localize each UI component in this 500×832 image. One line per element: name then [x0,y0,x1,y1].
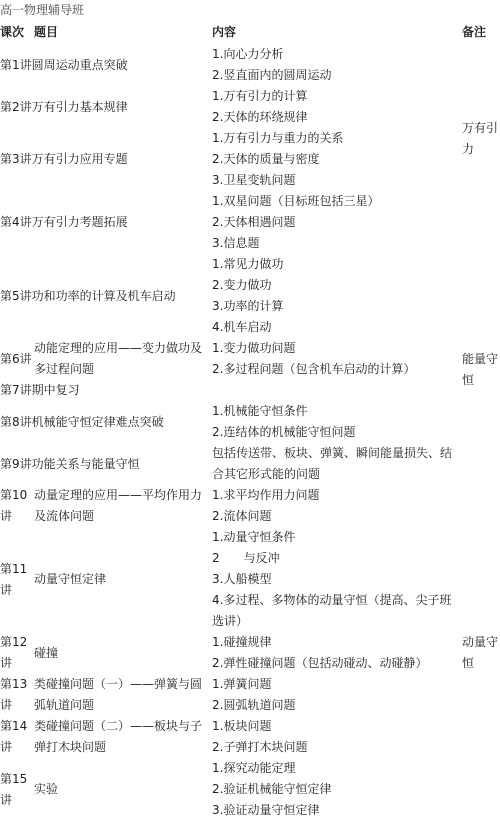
content-cell [212,86,462,128]
content-line: 2.天体的质量与密度 [212,152,320,166]
content-line: 2.连结体的机械能守恒问题 [212,425,356,439]
content-cell [212,632,462,674]
table-row [0,758,500,821]
header-lesson: 课次 [0,25,25,39]
content-cell [212,44,462,86]
table-row [0,632,500,674]
lesson-topic-cell [0,44,212,86]
lesson-topic-cell [0,128,212,191]
content-line: 1.常见力做功 [212,257,284,271]
table-row [0,401,500,443]
lesson-number: 第3讲 [0,152,32,166]
topic-cell: 类碰撞问题（二）——板块与子弹打木块问题 [34,719,203,754]
content-line: 2.天体的环绕规律 [212,110,308,124]
lesson-number: 第7讲 [0,383,32,397]
lesson-topic: 圆周运动重点突破 [31,57,128,72]
topic-cell: 动量定理的应用——平均作用力及流体问题 [34,488,203,523]
lesson-topic-cell [0,191,212,254]
lesson-topic-cell [0,380,212,401]
content-line: 3.卫星变轨问题 [212,173,296,187]
note-cell [462,758,500,821]
content-cell [212,443,462,485]
lesson-topic: 期中复习 [31,383,80,397]
content-cell [212,716,462,758]
content-line: 2.子弹打木块问题 [212,740,308,754]
content-line: 1.求平均作用力问题 [212,488,320,502]
content-cell [212,338,462,380]
content-cell [212,401,462,443]
lesson-number: 第2讲 [0,99,32,114]
content-line: 1.弹簧问题 [212,677,272,691]
schedule-table [0,20,500,821]
lesson-cell: 第12讲 [0,635,28,670]
table-row [0,44,500,86]
lesson-cell: 第6讲 [0,351,32,366]
content-line: 2.天体相遇问题 [212,215,296,229]
content-line: 3.信息题 [212,236,260,250]
table-row [0,716,500,758]
lesson-cell: 第10讲 [0,488,28,523]
header-content: 内容 [212,25,237,39]
table-row [0,380,500,401]
lesson-topic: 机械能守恒定律难点突破 [31,414,164,429]
content-line: 1.双星问题（目标班包括三星） [212,194,380,208]
lesson-topic-cell [0,443,212,485]
content-line: 1.板块问题 [212,719,272,733]
lesson-number: 第4讲 [0,215,32,229]
content-cell [212,191,462,254]
topic-cell: 动量守恒定律 [34,572,107,586]
lesson-topic-cell [0,254,212,338]
content-line: 4.机车启动 [212,320,272,334]
content-cell [212,380,462,401]
table-row [0,128,500,191]
note-cell [462,485,500,527]
content-cell [212,254,462,338]
table-row [0,674,500,716]
table-row [0,338,500,380]
table-row [0,254,500,338]
content-cell [212,758,462,821]
header-row [0,20,500,44]
content-line: 2.弹性碰撞问题（包括动碰动、动碰静） [212,656,428,670]
lesson-topic-cell [0,401,212,443]
table-row [0,527,500,632]
lesson-cell: 第14讲 [0,719,28,754]
note-cell [462,191,500,254]
content-cell [212,128,462,191]
content-line: 1.万有引力与重力的关系 [212,131,344,145]
table-row [0,485,500,527]
lesson-cell: 第13讲 [0,677,28,712]
content-line: 1.机械能守恒条件 [212,404,308,418]
note-cell [462,254,500,338]
note-cell [462,527,500,632]
lesson-topic: 万有引力考题拓展 [31,215,128,229]
topic-cell: 实验 [34,782,59,796]
lesson-topic: 功和功率的计算及机车启动 [31,288,176,303]
topic-cell: 动能定理的应用——变力做功及多过程问题 [34,341,203,376]
note-cell [462,401,500,443]
lesson-number: 第9讲 [0,456,32,471]
lesson-topic: 万有引力应用专题 [31,152,128,166]
note-cell: 能量守恒 [462,351,499,387]
content-line: 3.验证动量守恒定律 [212,803,320,817]
content-line: 1.万有引力的计算 [212,89,308,103]
content-line: 2.圆弧轨道问题 [212,698,296,712]
header-note: 备注 [462,25,487,39]
lesson-topic-cell [0,86,212,128]
note-cell [462,443,500,485]
content-cell [212,674,462,716]
content-line: 2.变力做功 [212,278,272,292]
topic-cell: 类碰撞问题（一）——弹簧与圆弧轨道问题 [34,677,203,712]
content-line: 2.多过程问题（包含机车启动的计算） [212,362,416,376]
content-line: 1.碰撞规律 [212,635,272,649]
lesson-cell: 第11讲 [0,561,28,597]
note-cell: 动量守恒 [462,635,499,670]
content-cell [212,485,462,527]
content-line: 2.竖直面内的圆周运动 [212,68,332,82]
document-title: 高一物理辅导班 [0,3,85,17]
table-row [0,86,500,128]
content-line: 1.变力做功问题 [212,341,296,355]
lesson-topic: 功能关系与能量守恒 [31,456,140,471]
lesson-topic: 万有引力基本规律 [31,99,128,114]
note-cell [462,716,500,758]
table-row [0,443,500,485]
topic-cell: 碰撞 [34,645,59,660]
content-line: 1.动量守恒条件 [212,530,296,544]
content-line: 2 与反冲 [212,551,280,565]
header-topic: 题目 [34,25,59,39]
lesson-cell: 第15讲 [0,771,28,807]
lesson-number: 第8讲 [0,414,32,429]
table-row [0,191,500,254]
note-cell [462,674,500,716]
content-line: 1.探究动能定理 [212,761,296,775]
content-line: 1.向心力分析 [212,47,284,61]
content-line: 2.验证机械能守恒定律 [212,782,332,796]
content-line: 4.多过程、多物体的动量守恒（提高、尖子班选讲） [212,593,452,628]
content-line: 3.功率的计算 [212,299,284,313]
content-line: 3.人船模型 [212,572,272,586]
note-cell: 万有引力 [462,120,499,156]
lesson-number: 第5讲 [0,288,32,303]
lesson-number: 第1讲 [0,57,32,72]
note-cell [462,44,500,86]
content-line: 包括传送带、板块、弹簧、瞬间能量损失、结合其它形式能的问题 [212,446,453,481]
content-line: 2.流体问题 [212,509,272,523]
content-cell [212,527,462,632]
